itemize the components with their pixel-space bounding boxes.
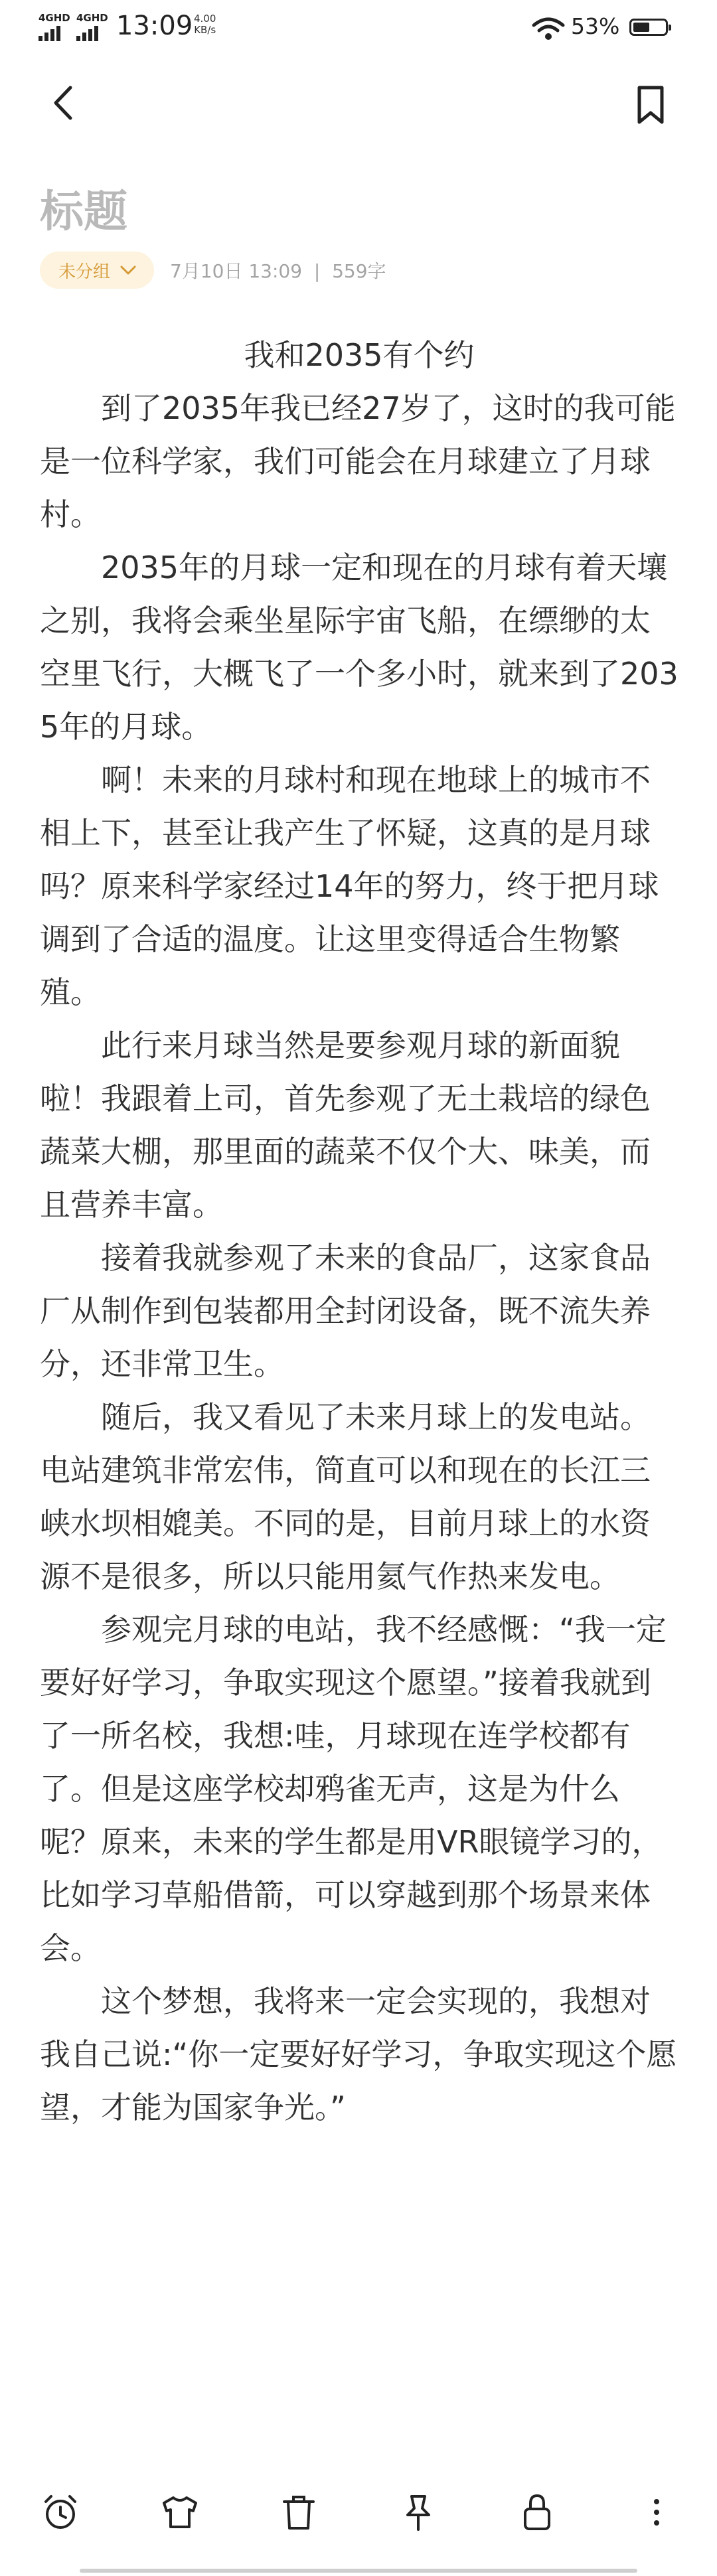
speed-unit: KB/s (194, 24, 216, 36)
battery-icon (629, 19, 668, 36)
article-paragraph: 此行来月球当然是要参观月球的新面貌啦！我跟着上司，首先参观了无土栽培的绿色蔬菜大棚，那里面的蔬菜不仅个大、味美，而且营养丰富。 (40, 1027, 651, 1223)
chevron-down-icon (120, 264, 137, 276)
speed-value: 4.00 (194, 13, 216, 25)
wifi-icon (531, 16, 566, 42)
article-paragraph: 接着我就参观了未来的食品厂，这家食品厂从制作到包装都用全封闭设备，既不流失养分，还非常卫生。 (40, 1240, 651, 1382)
more-vertical-icon (650, 2492, 663, 2532)
status-bar (0, 0, 717, 60)
bottom-toolbar (0, 2466, 717, 2559)
battery-fill (633, 23, 649, 32)
network-type-1: 4GHD (39, 12, 70, 24)
article-paragraph: 2035年的月球一定和现在的月球有着天壤之别，我将会乘坐星际宇宙飞船，在缥缈的太空里飞行，大概飞了一个多小时，就来到了2035年的月球。 (40, 550, 678, 745)
article-paragraph: 到了2035年我已经27岁了，这时的我可能是一位科学家，我们可能会在月球建立了月球村。 (40, 390, 676, 532)
article-paragraph: 随后，我又看见了未来月球上的发电站。电站建筑非常宏伟，简直可以和现在的长江三峡水坝相媲美。不同的是，目前月球上的水资源不是很多，所以只能用氦气作热来发电。 (40, 1399, 651, 1594)
back-arrow-icon[interactable] (46, 80, 80, 126)
article-paragraph: 参观完月球的电站，我不经感慨：“我一定要好好学习，争取实现这个愿望。”接着我就到了一所名校，我想:哇，月球现在连学校都有了。但是这座学校却鸦雀无声，这是为什么呢？原来，未来的学生都是用VR眼镜学习的，比如学习草船借箭，可以穿越到那个场景来体会。 (40, 1612, 667, 1966)
more-button[interactable] (627, 2482, 686, 2542)
article-paragraph: 啊！未来的月球村和现在地球上的城市不相上下，甚至让我产生了怀疑，这真的是月球吗？原来科学家经过14年的努力，终于把月球调到了合适的温度。让这里变得适合生物繁殖。 (40, 762, 659, 1010)
group-selector[interactable] (40, 252, 154, 289)
pin-icon (400, 2492, 437, 2532)
group-label: 未分组 (58, 262, 111, 282)
reminder-button[interactable] (31, 2482, 90, 2542)
note-title[interactable]: 标题 (40, 186, 127, 237)
article-heading: 我和2035有个约 (244, 337, 475, 373)
delete-button[interactable] (269, 2482, 329, 2542)
clock: 13:09 (116, 11, 193, 41)
lock-icon (518, 2492, 556, 2533)
article-paragraph: 这个梦想，我将来一定会实现的，我想对我自己说:“你一定要好好学习，争取实现这个愿望，才能为国家争光。” (40, 1983, 677, 2125)
signal-2 (76, 12, 110, 38)
signal-bars-icon (39, 25, 68, 41)
network-type-2: 4GHD (76, 12, 108, 24)
trash-icon (280, 2492, 317, 2532)
shirt-icon (159, 2492, 201, 2532)
home-indicator[interactable] (80, 2569, 637, 2573)
pin-button[interactable] (388, 2482, 448, 2542)
network-speed (194, 13, 216, 36)
note-meta (40, 250, 386, 290)
lock-button[interactable] (507, 2482, 567, 2542)
battery-percent: 53% (571, 13, 620, 39)
theme-button[interactable] (150, 2482, 210, 2542)
alarm-clock-icon (40, 2492, 80, 2532)
signal-1 (39, 12, 72, 38)
note-body[interactable] (40, 329, 678, 2134)
note-date-wordcount: 7月10日 13:09 | 559字 (170, 260, 386, 282)
signal-bars-icon (76, 25, 106, 41)
bookmark-icon[interactable] (634, 81, 667, 127)
